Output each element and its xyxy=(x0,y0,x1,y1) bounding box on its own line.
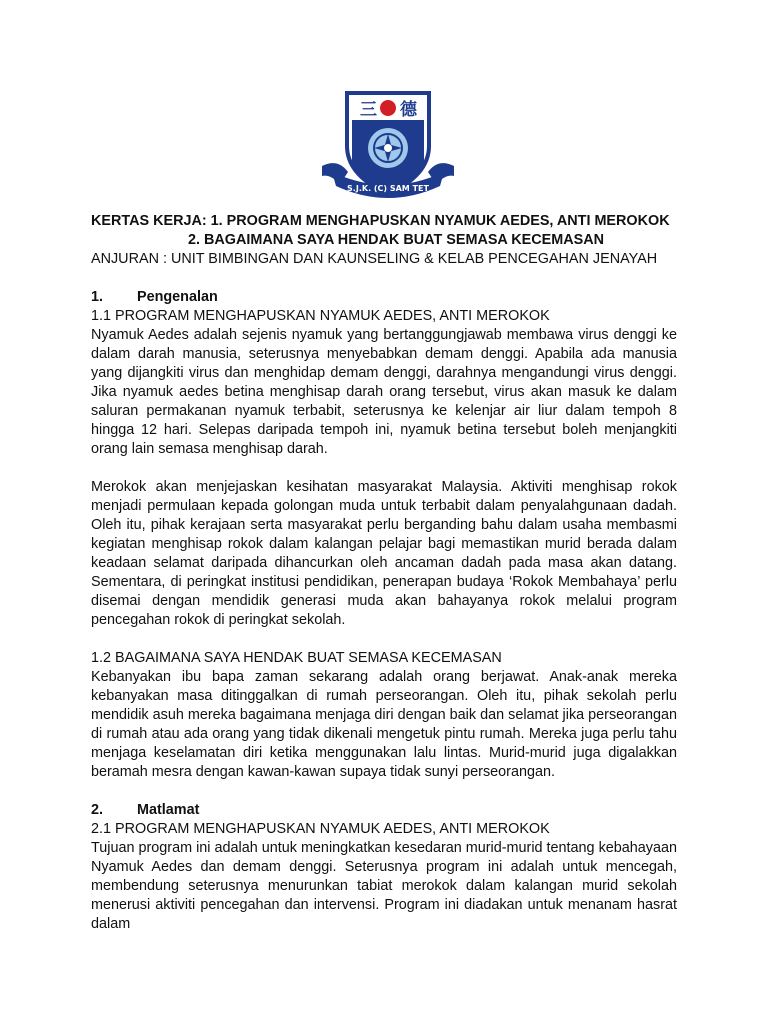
crest-char-right: 德 xyxy=(400,100,417,120)
section-1-heading xyxy=(91,288,677,307)
subsection-2-1-title: 2.1 PROGRAM MENGHAPUSKAN NYAMUK AEDES, ANTI MEROKOK xyxy=(91,821,550,837)
section-2-title: Matlamat xyxy=(137,802,200,818)
section-2-heading xyxy=(91,801,677,820)
paragraph-aedes-text: Nyamuk Aedes adalah sejenis nyamuk yang bertanggungjawab membawa virus denggi ke dalam darah manusia, seterusnya menyebabkan demam denggi. Apabila ada manusia yang dijangkiti virus dan menghidap demam denggi, darahnya mengandungi virus denggi. Jika nyamuk aedes betina menghisap darah orang tersebut, virus akan masuk ke dalam saluran permakanan nyamuk terbabit, seterusnya ke kelenjar air liur dalam tempoh 8 hingga 12 hari. Selepas daripada tempoh ini, nyamuk betina tersebut boleh menjangkiti orang lain semasa menghisap darah. xyxy=(91,327,677,457)
paragraph-merokok xyxy=(91,478,677,630)
header-title-line1: KERTAS KERJA: 1. PROGRAM MENGHAPUSKAN NYAMUK AEDES, ANTI MEROKOK xyxy=(91,213,670,229)
section-1-title: Pengenalan xyxy=(137,289,218,305)
subsection-1-1-title: 1.1 PROGRAM MENGHAPUSKAN NYAMUK AEDES, ANTI MEROKOK xyxy=(91,308,550,324)
section-2-number: 2. xyxy=(91,802,104,818)
document-body xyxy=(91,212,677,934)
crest-char-left: 三 xyxy=(360,100,377,120)
crest-emblem-dot xyxy=(380,100,396,116)
header-organizer: ANJURAN : UNIT BIMBINGAN DAN KAUNSELING & KELAB PENCEGAHAN JENAYAH xyxy=(91,251,658,267)
paragraph-aedes xyxy=(91,326,677,459)
paragraph-merokok-text: Merokok akan menjejaskan kesihatan masyarakat Malaysia. Aktiviti menghisap rokok menjadi permulaan kepada golongan muda untuk terbabit dalam penyalahgunaan dadah. Oleh itu, pihak kerajaan serta masyarakat perlu berganding bahu dalam usaha membasmi kegiatan menghisap rokok dalam kalangan pelajar bagi memastikan murid berada dalam keadaan selamat daripada dihancurkan oleh ancaman dadah pada masa akan datang. Sementara, di peringkat institusi pendidikan, penerapan budaya ‘Rokok Membahaya’ perlu disemai dengan mendidik generasi muda akan bahayanya rokok melalui program pencegahan rokok di peringkat sekolah. xyxy=(91,479,677,628)
subsection-1-2-title: 1.2 BAGAIMANA SAYA HENDAK BUAT SEMASA KECEMASAN xyxy=(91,650,502,666)
school-crest-logo xyxy=(318,88,458,200)
paragraph-kecemasan xyxy=(91,668,677,782)
paragraph-kecemasan-text: Kebanyakan ibu bapa zaman sekarang adalah orang berjawat. Anak-anak mereka kebanyakan masa ditinggalkan di rumah perseorangan. Oleh itu, pihak sekolah perlu mendidik asuh mereka bagaimana menjaga diri dengan baik dan selamat jika perseorangan di rumah atau ada orang yang tidak dikenali mengetuk pintu rumah. Mereka juga perlu tahu menjaga keselamatan diri ketika menggunakan lalu lintas. Murid-murid juga digalakkan beramah mesra dengan kawan-kawan supaya tidak sunyi perseorangan. xyxy=(91,669,677,780)
crest-banner-text: S.J.K. (C) SAM TET xyxy=(347,184,429,193)
header-title-line2: 2. BAGAIMANA SAYA HENDAK BUAT SEMASA KECEMASAN xyxy=(188,232,605,248)
paragraph-tujuan-text: Tujuan program ini adalah untuk meningkatkan kesedaran murid-murid tentang kebahayaan Nyamuk Aedes dan demam denggi. Seterusnya program ini adalah untuk mencegah, membendung seterusnya menurunkan tabiat merokok dalam kalangan murid sekolah menerusi aktiviti pencegahan dan intervensi. Program ini diadakan untuk menanam hasrat dalam xyxy=(91,840,677,932)
paragraph-tujuan xyxy=(91,839,677,934)
section-1-number: 1. xyxy=(91,289,104,305)
